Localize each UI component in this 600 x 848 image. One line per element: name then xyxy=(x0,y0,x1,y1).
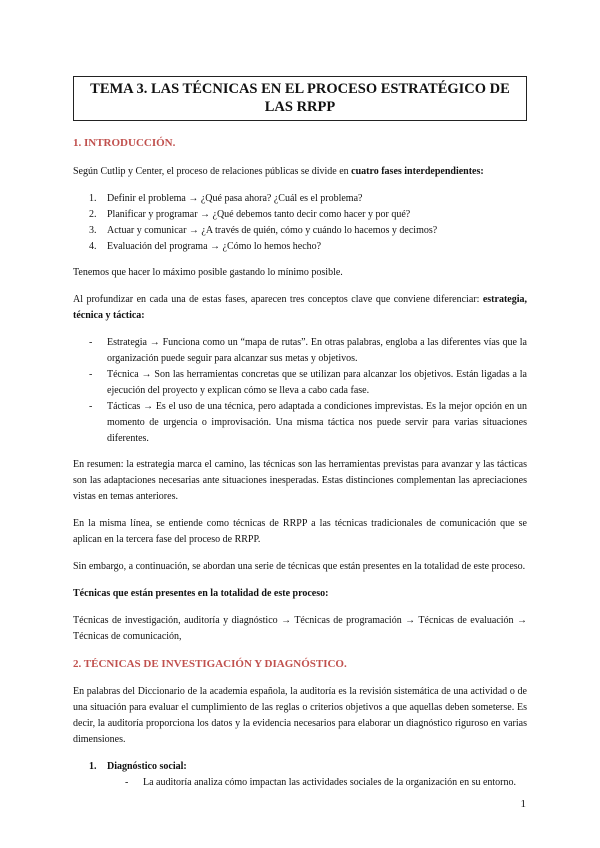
phase-text: Evaluación del programa → ¿Cómo lo hemos hecho? xyxy=(107,240,322,252)
intro-paragraph-4: En resumen: la estrategia marca el camino, las técnicas son las herramientas previstas para avanzar y las tácticas son las adaptaciones necesarias ante situaciones inesperadas. Estas distinciones complementan las apreciaciones vistas en temas anteriores. xyxy=(73,458,527,502)
diagnosis-title: Diagnóstico social: xyxy=(107,761,187,773)
intro-paragraph-2: Tenemos que hacer lo máximo posible gastando lo mínimo posible. xyxy=(73,266,343,278)
diagnosis-subitem xyxy=(107,775,527,791)
phase-item xyxy=(73,207,527,223)
phase-number: 3. xyxy=(89,224,97,236)
concept-text: Estrategia → Funciona como un “mapa de rutas”. En otras palabras, engloba a las diferentes vías que la organización puede seguir para alcanzar sus metas y objetivos. xyxy=(107,336,527,364)
diagnosis-list xyxy=(73,759,527,791)
concept-text: Tácticas → Es el uso de una técnica, pero adaptada a condiciones imprevistas. Es la mejor opción en un momento de urgencia o improvisación. Una misma táctica nos puede servir para varias situaciones diferentes. xyxy=(107,400,527,444)
phase-number: 4. xyxy=(89,240,97,252)
diagnosis-subitem-text: La auditoría analiza cómo impactan las actividades sociales de la organización en su entorno. xyxy=(143,777,517,789)
concepts-list xyxy=(73,335,527,447)
intro-paragraph-7: Técnicas de investigación, auditoría y diagnóstico → Técnicas de programación → Técnicas de evaluación → Técnicas de comunicación, xyxy=(73,614,527,642)
intro-paragraph-3 xyxy=(73,292,527,324)
intro-paragraph-6: Sin embargo, a continuación, se abordan una serie de técnicas que están presentes en la totalidad de este proceso. xyxy=(73,560,526,572)
intro-paragraph-1 xyxy=(73,164,527,180)
concept-item xyxy=(73,335,527,367)
section-heading-investigacion: 2. TÉCNICAS DE INVESTIGACIÓN Y DIAGNÓSTICO. xyxy=(73,657,347,670)
dash-bullet: - xyxy=(89,368,93,380)
dash-bullet: - xyxy=(125,777,129,789)
phase-text: Actuar y comunicar → ¿A través de quién, cómo y cuándo lo hacemos y decimos? xyxy=(107,224,438,236)
phases-list xyxy=(73,191,527,255)
phase-number: 1. xyxy=(89,192,97,204)
intro-p1-text: Según Cutlip y Center, el proceso de relaciones públicas se divide en xyxy=(73,165,352,177)
concept-text: Técnica → Son las herramientas concretas que se utilizan para alcanzar los objetivos. Están ligadas a la ejecución del proyecto y explican cómo se lleva a cabo cada fase. xyxy=(107,368,527,396)
intro-p3-bold: estrategia, técnica y táctica: xyxy=(73,293,527,321)
dash-bullet: - xyxy=(89,400,93,412)
phase-item xyxy=(73,191,527,207)
phase-item xyxy=(73,223,527,239)
diagnosis-item xyxy=(73,759,527,791)
document-title: TEMA 3. LAS TÉCNICAS EN EL PROCESO ESTRATÉGICO DE LAS RRPP xyxy=(73,76,527,121)
intro-p1-bold: cuatro fases interdependientes: xyxy=(351,165,484,177)
diagnosis-sublist xyxy=(107,775,527,791)
intro-paragraph-5: En la misma línea, se entiende como técnicas de RRPP a las técnicas tradicionales de comunicación que se aplican en la tercera fase del proceso de RRPP. xyxy=(73,517,527,545)
research-paragraph-1: En palabras del Diccionario de la academia española, la auditoría es la revisión sistemática de una actividad o de una situación para evaluar el cumplimiento de las reglas o criterios objetivos a que aquellas deben someterse. Es decir, la auditoría proporciona los datos y la evidencia necesarios para elaborar un diagnóstico riguroso en varias dimensiones. xyxy=(73,686,527,746)
page-number: 1 xyxy=(520,798,526,810)
section-heading-introduccion: 1. INTRODUCCIÓN. xyxy=(73,137,176,150)
concept-item xyxy=(73,367,527,399)
phase-number: 2. xyxy=(89,208,97,220)
phase-text: Planificar y programar → ¿Qué debemos tanto decir como hacer y por qué? xyxy=(107,208,411,220)
concept-item xyxy=(73,399,527,447)
intro-p3-text: Al profundizar en cada una de estas fases, aparecen tres conceptos clave que conviene diferenciar: xyxy=(73,293,483,305)
dash-bullet: - xyxy=(89,336,93,348)
page-content xyxy=(73,76,527,791)
phase-item xyxy=(73,239,527,255)
techniques-subheading: Técnicas que están presentes en la totalidad de este proceso: xyxy=(73,587,329,599)
phase-text: Definir el problema → ¿Qué pasa ahora? ¿Cuál es el problema? xyxy=(107,192,363,204)
diagnosis-number: 1. xyxy=(89,761,97,773)
